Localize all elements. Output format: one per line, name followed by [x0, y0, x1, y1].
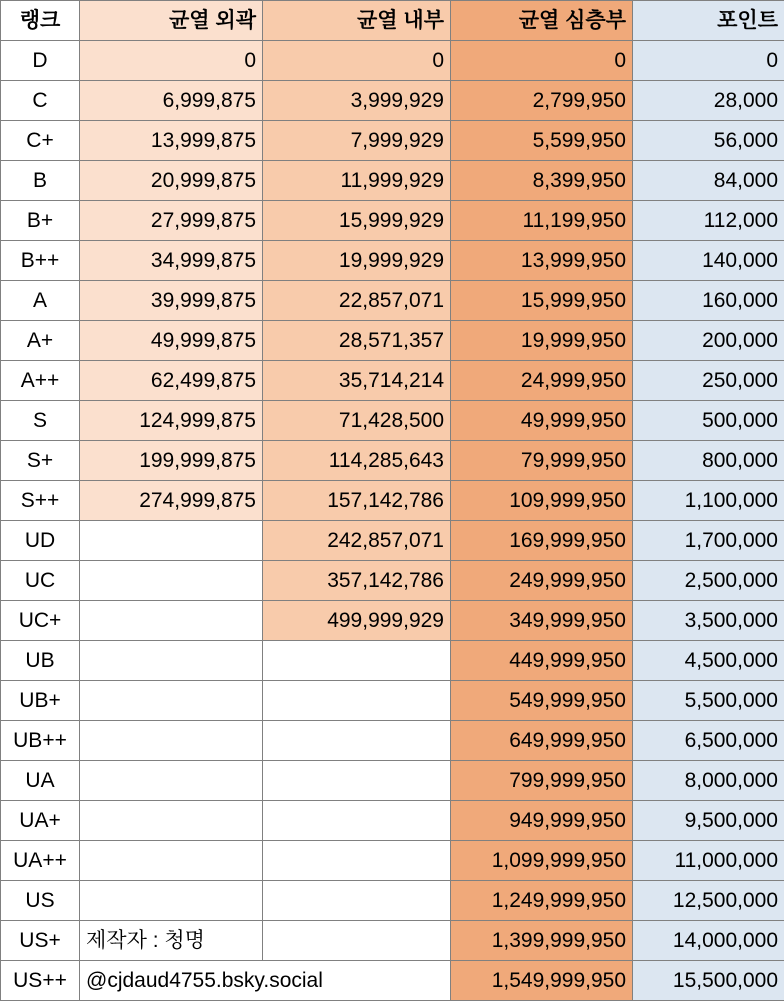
cell-crack-outer [80, 681, 263, 721]
table-row [1, 961, 784, 1001]
cell-point: 8,000,000 [633, 761, 784, 801]
cell-crack-outer: 27,999,875 [80, 201, 263, 241]
cell-crack-deep: 1,549,999,950 [451, 961, 633, 1001]
cell-crack-inner: 0 [263, 41, 451, 81]
cell-crack-inner [263, 721, 451, 761]
cell-crack-deep: 449,999,950 [451, 641, 633, 681]
cell-crack-inner: 71,428,500 [263, 401, 451, 441]
table-row [1, 761, 784, 801]
cell-rank: A [1, 281, 80, 321]
table-row [1, 921, 784, 961]
cell-crack-deep: 549,999,950 [451, 681, 633, 721]
cell-rank: S+ [1, 441, 80, 481]
cell-rank: B+ [1, 201, 80, 241]
cell-point: 14,000,000 [633, 921, 784, 961]
cell-crack-outer [80, 601, 263, 641]
cell-crack-outer: 13,999,875 [80, 121, 263, 161]
cell-crack-outer [80, 881, 263, 921]
cell-point: 56,000 [633, 121, 784, 161]
cell-crack-inner [263, 921, 451, 961]
table-row [1, 401, 784, 441]
cell-crack-deep: 109,999,950 [451, 481, 633, 521]
cell-point: 200,000 [633, 321, 784, 361]
table-row [1, 81, 784, 121]
cell-crack-deep: 5,599,950 [451, 121, 633, 161]
cell-crack-deep: 649,999,950 [451, 721, 633, 761]
cell-rank: UB++ [1, 721, 80, 761]
cell-point: 0 [633, 41, 784, 81]
cell-point: 3,500,000 [633, 601, 784, 641]
cell-rank: C+ [1, 121, 80, 161]
cell-point: 4,500,000 [633, 641, 784, 681]
table-row [1, 521, 784, 561]
cell-rank: UA++ [1, 841, 80, 881]
cell-crack-deep: 8,399,950 [451, 161, 633, 201]
cell-crack-outer: 34,999,875 [80, 241, 263, 281]
cell-crack-inner [263, 881, 451, 921]
cell-crack-outer [80, 641, 263, 681]
table-header [1, 1, 784, 41]
table-row [1, 41, 784, 81]
cell-crack-deep: 13,999,950 [451, 241, 633, 281]
cell-crack-outer: 0 [80, 41, 263, 81]
cell-crack-outer: 6,999,875 [80, 81, 263, 121]
cell-point: 5,500,000 [633, 681, 784, 721]
column-header-outer: 균열 외곽 [80, 1, 263, 41]
cell-crack-inner: 11,999,929 [263, 161, 451, 201]
cell-crack-outer [80, 761, 263, 801]
cell-crack-outer: 49,999,875 [80, 321, 263, 361]
cell-point: 84,000 [633, 161, 784, 201]
cell-rank: S [1, 401, 80, 441]
cell-crack-outer [80, 841, 263, 881]
cell-crack-inner: 357,142,786 [263, 561, 451, 601]
column-header-deep: 균열 심층부 [451, 1, 633, 41]
table-row [1, 241, 784, 281]
cell-crack-inner [263, 681, 451, 721]
cell-rank: D [1, 41, 80, 81]
cell-crack-deep: 0 [451, 41, 633, 81]
cell-crack-inner: 15,999,929 [263, 201, 451, 241]
cell-rank: C [1, 81, 80, 121]
cell-point: 2,500,000 [633, 561, 784, 601]
cell-rank: UC+ [1, 601, 80, 641]
cell-crack-inner: 3,999,929 [263, 81, 451, 121]
cell-point: 11,000,000 [633, 841, 784, 881]
cell-crack-inner: 28,571,357 [263, 321, 451, 361]
cell-point: 9,500,000 [633, 801, 784, 841]
cell-rank: UA+ [1, 801, 80, 841]
column-header-rank: 랭크 [1, 1, 80, 41]
cell-point: 140,000 [633, 241, 784, 281]
cell-crack-inner: 22,857,071 [263, 281, 451, 321]
cell-crack-outer: 274,999,875 [80, 481, 263, 521]
table-row [1, 481, 784, 521]
cell-crack-outer: 124,999,875 [80, 401, 263, 441]
column-header-point: 포인트 [633, 1, 784, 41]
cell-rank: UB [1, 641, 80, 681]
table-row [1, 561, 784, 601]
cell-crack-inner: 242,857,071 [263, 521, 451, 561]
cell-rank: US++ [1, 961, 80, 1001]
cell-crack-outer: 62,499,875 [80, 361, 263, 401]
cell-crack-deep: 49,999,950 [451, 401, 633, 441]
table-body [1, 41, 784, 1001]
cell-crack-inner: 7,999,929 [263, 121, 451, 161]
table-row [1, 321, 784, 361]
cell-crack-deep: 19,999,950 [451, 321, 633, 361]
cell-crack-deep: 79,999,950 [451, 441, 633, 481]
cell-crack-inner: 157,142,786 [263, 481, 451, 521]
table-row [1, 641, 784, 681]
cell-crack-inner [263, 641, 451, 681]
cell-crack-outer: 20,999,875 [80, 161, 263, 201]
cell-point: 800,000 [633, 441, 784, 481]
cell-crack-deep: 11,199,950 [451, 201, 633, 241]
cell-crack-inner [263, 841, 451, 881]
table-row [1, 721, 784, 761]
cell-crack-inner: 19,999,929 [263, 241, 451, 281]
cell-crack-inner: 499,999,929 [263, 601, 451, 641]
cell-rank: B++ [1, 241, 80, 281]
cell-crack-inner [263, 801, 451, 841]
table-row [1, 121, 784, 161]
cell-crack-outer: 39,999,875 [80, 281, 263, 321]
table-row [1, 201, 784, 241]
table-row [1, 801, 784, 841]
table-row [1, 681, 784, 721]
cell-crack-outer: 199,999,875 [80, 441, 263, 481]
cell-point: 112,000 [633, 201, 784, 241]
table-row [1, 601, 784, 641]
credit-author: 제작자 : 청명 [80, 921, 263, 961]
cell-rank: US [1, 881, 80, 921]
cell-rank: S++ [1, 481, 80, 521]
header-row [1, 1, 784, 41]
column-header-inner: 균열 내부 [263, 1, 451, 41]
cell-crack-outer [80, 561, 263, 601]
cell-rank: B [1, 161, 80, 201]
cell-crack-deep: 1,249,999,950 [451, 881, 633, 921]
cell-point: 12,500,000 [633, 881, 784, 921]
cell-crack-deep: 799,999,950 [451, 761, 633, 801]
cell-point: 160,000 [633, 281, 784, 321]
cell-crack-deep: 1,399,999,950 [451, 921, 633, 961]
cell-rank: UB+ [1, 681, 80, 721]
credit-handle: @cjdaud4755.bsky.social [80, 961, 451, 1001]
cell-crack-deep: 349,999,950 [451, 601, 633, 641]
cell-crack-outer [80, 721, 263, 761]
cell-crack-outer [80, 521, 263, 561]
cell-crack-deep: 2,799,950 [451, 81, 633, 121]
cell-point: 6,500,000 [633, 721, 784, 761]
table-row [1, 841, 784, 881]
cell-rank: A+ [1, 321, 80, 361]
cell-crack-deep: 1,099,999,950 [451, 841, 633, 881]
table-row [1, 881, 784, 921]
cell-crack-deep: 15,999,950 [451, 281, 633, 321]
cell-crack-inner: 114,285,643 [263, 441, 451, 481]
cell-point: 1,100,000 [633, 481, 784, 521]
cell-point: 500,000 [633, 401, 784, 441]
cell-point: 28,000 [633, 81, 784, 121]
table-row [1, 281, 784, 321]
cell-rank: UD [1, 521, 80, 561]
cell-crack-deep: 169,999,950 [451, 521, 633, 561]
table-row [1, 361, 784, 401]
cell-crack-outer [80, 801, 263, 841]
cell-crack-inner [263, 761, 451, 801]
cell-crack-deep: 24,999,950 [451, 361, 633, 401]
cell-point: 15,500,000 [633, 961, 784, 1001]
cell-rank: UC [1, 561, 80, 601]
cell-crack-deep: 949,999,950 [451, 801, 633, 841]
table-row [1, 441, 784, 481]
cell-crack-inner: 35,714,214 [263, 361, 451, 401]
cell-point: 1,700,000 [633, 521, 784, 561]
cell-rank: UA [1, 761, 80, 801]
cell-point: 250,000 [633, 361, 784, 401]
cell-crack-deep: 249,999,950 [451, 561, 633, 601]
cell-rank: US+ [1, 921, 80, 961]
cell-rank: A++ [1, 361, 80, 401]
table-row [1, 161, 784, 201]
